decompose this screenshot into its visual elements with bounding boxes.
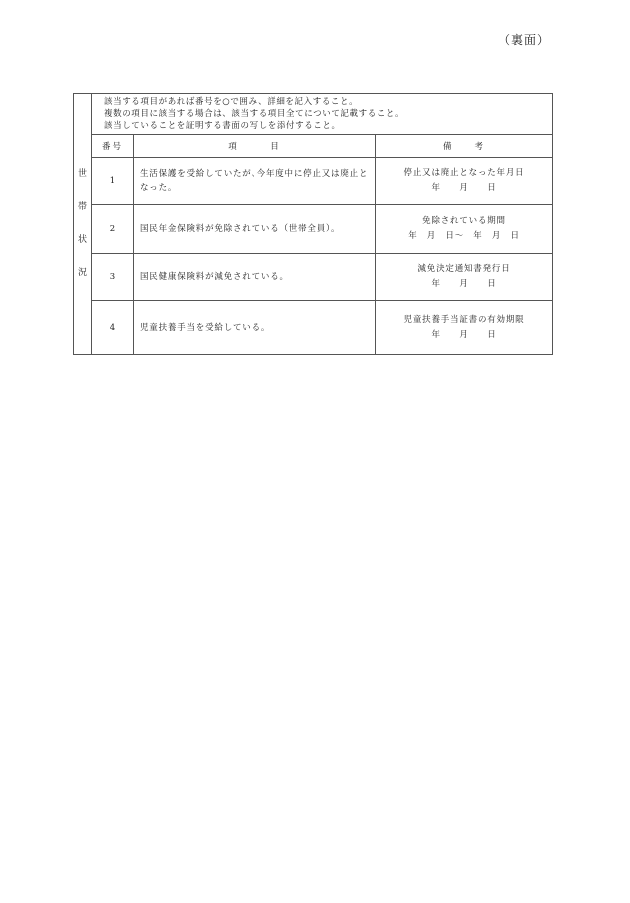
household-status-label: 世 帯 状 況 (74, 94, 92, 355)
row-remark (376, 254, 553, 301)
row-number: 2 (92, 205, 134, 254)
remark-title: 減免決定通知書発行日 (417, 264, 511, 274)
remark-title: 免除されている期間 (422, 216, 506, 226)
column-header-number: 番号 (92, 135, 134, 158)
table-header-row (74, 135, 553, 158)
table-row (74, 205, 553, 254)
instruction-line: 該当する項目があれば番号を○で囲み、詳細を記入すること。 (104, 97, 359, 107)
table-row (74, 301, 553, 355)
table-row (74, 158, 553, 205)
row-number: 3 (92, 254, 134, 301)
row-remark (376, 301, 553, 355)
instruction-line: 複数の項目に該当する場合は、該当する項目全てについて記載すること。 (104, 109, 405, 119)
column-header-remark: 備 考 (376, 135, 553, 158)
table-row (74, 254, 553, 301)
instructions (92, 94, 553, 135)
row-number: 1 (92, 158, 134, 205)
page-side-label: （裏面） (498, 33, 551, 47)
instruction-line: 該当していることを証明する書面の写しを添付すること。 (104, 121, 341, 131)
column-header-item: 項 目 (134, 135, 376, 158)
remark-date: 年 月 日 (431, 329, 497, 340)
remark-date: 年 月 日 (431, 183, 497, 193)
row-item: 国民健康保険料が減免されている。 (134, 254, 376, 301)
household-status-table (73, 93, 553, 355)
row-number: 4 (92, 301, 134, 355)
remark-title: 停止又は廃止となった年月日 (403, 168, 525, 178)
remark-title: 児童扶養手当証書の有効期限 (403, 314, 525, 325)
remark-date: 年 月 日 (431, 279, 497, 289)
row-item: 国民年金保険料が免除されている（世帯全員）。 (134, 205, 376, 254)
row-item: 生活保護を受給していたが､今年度中に停止又は廃止となった。 (134, 158, 376, 205)
row-remark (376, 158, 553, 205)
row-remark (376, 205, 553, 254)
remark-date: 年 月 日～ 年 月 日 (408, 231, 520, 241)
row-item: 児童扶養手当を受給している。 (134, 301, 376, 355)
